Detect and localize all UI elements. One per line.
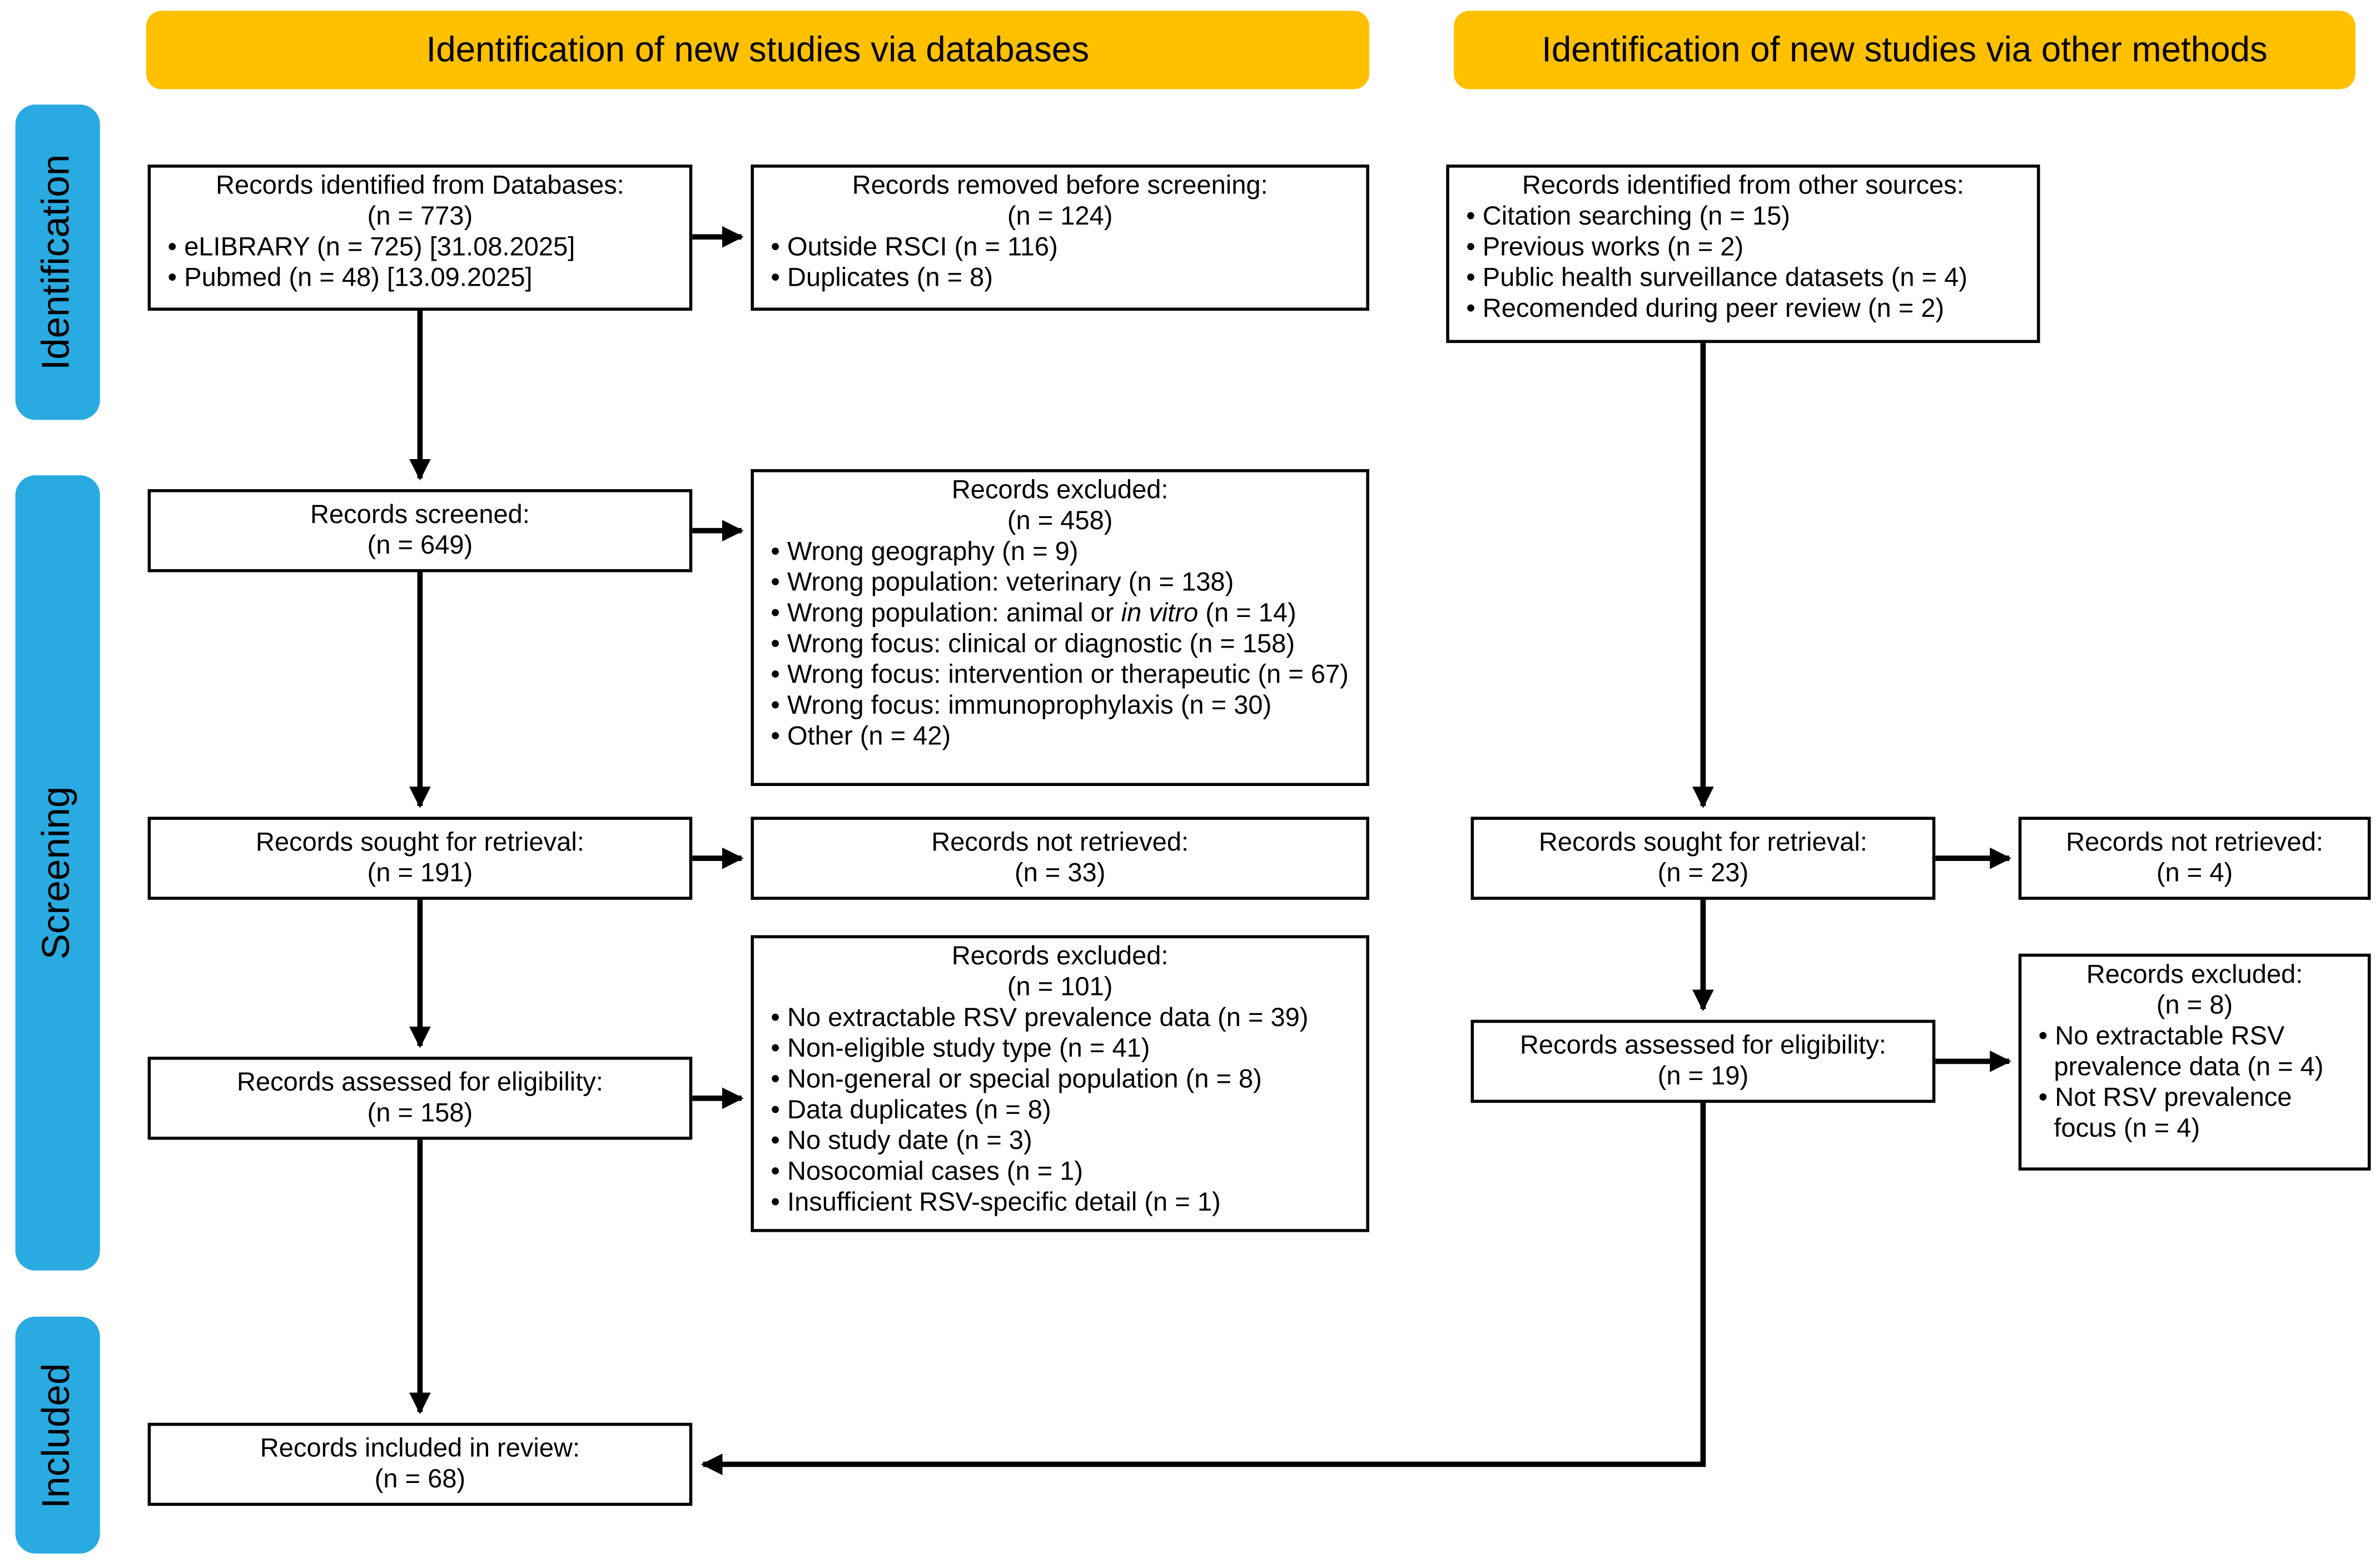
box-records-assessed-eligibility-other [1471, 1020, 1936, 1103]
box-records-screened [148, 489, 693, 572]
box-records-removed-before-screening [751, 165, 1369, 311]
box-records-excluded-eligibility [751, 935, 1369, 1232]
list-item: • Wrong population: veterinary (n = 138) [763, 568, 1357, 599]
banner-databases: Identification of new studies via databases [146, 11, 1369, 89]
box-title: Records included in review: [260, 1433, 580, 1463]
bullet-text: Wrong population: animal or [787, 598, 1121, 628]
list-item: • Citation searching (n = 15) [1458, 202, 2028, 232]
stage-label-text: Screening [35, 786, 79, 960]
box-count: (n = 101) [1007, 972, 1113, 1002]
list-item: • Nosocomial cases (n = 1) [763, 1157, 1357, 1188]
box-records-excluded-screening [751, 469, 1369, 786]
list-item: • Data duplicates (n = 8) [763, 1096, 1357, 1126]
list-item: • Other (n = 42) [763, 722, 1357, 753]
stage-label-included [16, 1317, 100, 1554]
list-item: • Non-eligible study type (n = 41) [763, 1034, 1357, 1064]
box-title: Records screened: [310, 500, 530, 529]
list-item: • Non-general or special population (n = 8) [763, 1064, 1357, 1095]
list-item: • eLIBRARY (n = 725) [31.08.2025] [160, 232, 680, 263]
box-count: (n = 23) [1657, 858, 1749, 888]
list-item: • Not RSV prevalence focus (n = 4) [2031, 1083, 2358, 1145]
list-item: • Outside RSCI (n = 116) [763, 232, 1357, 263]
box-title: Records not retrieved: [2066, 827, 2323, 857]
box-title: Records excluded: [951, 941, 1169, 971]
bullet-text: (n = 14) [1198, 598, 1296, 628]
list-item: • No extractable RSV prevalence data (n = 4) [2031, 1022, 2358, 1083]
list-item [763, 599, 1357, 629]
box-title: Records not retrieved: [931, 827, 1189, 857]
list-item: • Insufficient RSV-specific detail (n = 1) [763, 1188, 1357, 1218]
box-count: (n = 8) [2156, 990, 2233, 1020]
bullet-text-italic: in vitro [1121, 598, 1199, 628]
stage-label-text: Included [35, 1362, 79, 1508]
bullet-list [1458, 202, 2028, 325]
box-records-not-retrieved-db [751, 817, 1369, 899]
box-title: Records sought for retrieval: [255, 827, 584, 857]
list-item: • Wrong focus: clinical or diagnostic (n = 158) [763, 629, 1357, 660]
box-count: (n = 33) [1014, 858, 1106, 888]
box-records-excluded-other [2019, 954, 2371, 1171]
list-item: • Previous works (n = 2) [1458, 232, 2028, 263]
box-count: (n = 458) [1007, 506, 1113, 536]
box-title: Records identified from Databases: [216, 171, 624, 200]
box-records-not-retrieved-other [2019, 817, 2371, 899]
box-title: Records excluded: [2086, 959, 2303, 989]
box-count: (n = 649) [367, 530, 473, 560]
box-records-identified-databases [148, 165, 693, 311]
bullet-list [763, 537, 1357, 753]
list-item: • Public health surveillance datasets (n = 4) [1458, 263, 2028, 294]
box-count: (n = 124) [1007, 201, 1113, 231]
box-title: Records assessed for eligibility: [1519, 1030, 1886, 1060]
list-item: • Duplicates (n = 8) [763, 263, 1357, 294]
list-item: • Pubmed (n = 48) [13.09.2025] [160, 263, 680, 294]
bullet-list [763, 1003, 1357, 1219]
box-title: Records identified from other sources: [1522, 171, 1964, 200]
stage-label-identification [16, 104, 100, 420]
box-count: (n = 4) [2156, 858, 2233, 888]
stage-label-screening [16, 475, 100, 1271]
list-item: • Wrong focus: intervention or therapeutic (n = 67) [763, 660, 1357, 691]
box-count: (n = 19) [1657, 1061, 1749, 1091]
box-records-identified-other-sources [1446, 165, 2040, 343]
list-item: • No extractable RSV prevalence data (n = 39) [763, 1003, 1357, 1034]
banner-other-methods: Identification of new studies via other methods [1454, 11, 2356, 89]
list-item: • No study date (n = 3) [763, 1126, 1357, 1157]
box-records-sought-retrieval-other [1471, 817, 1936, 899]
box-records-assessed-eligibility-db [148, 1057, 693, 1139]
bullet-list [763, 232, 1357, 294]
box-title: Records assessed for eligibility: [236, 1067, 603, 1097]
bullet-list [160, 232, 680, 294]
stage-label-text: Identification [35, 154, 79, 371]
list-item: • Recomended during peer review (n = 2) [1458, 294, 2028, 325]
bullet-list [2031, 1022, 2358, 1145]
box-count: (n = 773) [367, 201, 473, 231]
box-title: Records removed before screening: [852, 171, 1268, 200]
box-title: Records sought for retrieval: [1538, 827, 1867, 857]
box-count: (n = 158) [367, 1098, 473, 1128]
box-records-included-review [148, 1423, 693, 1506]
list-item: • Wrong geography (n = 9) [763, 537, 1357, 568]
box-count: (n = 191) [367, 858, 473, 888]
list-item: • Wrong focus: immunoprophylaxis (n = 30) [763, 691, 1357, 721]
box-title: Records excluded: [951, 475, 1169, 505]
box-count: (n = 68) [374, 1464, 466, 1494]
box-records-sought-retrieval-db [148, 817, 693, 899]
